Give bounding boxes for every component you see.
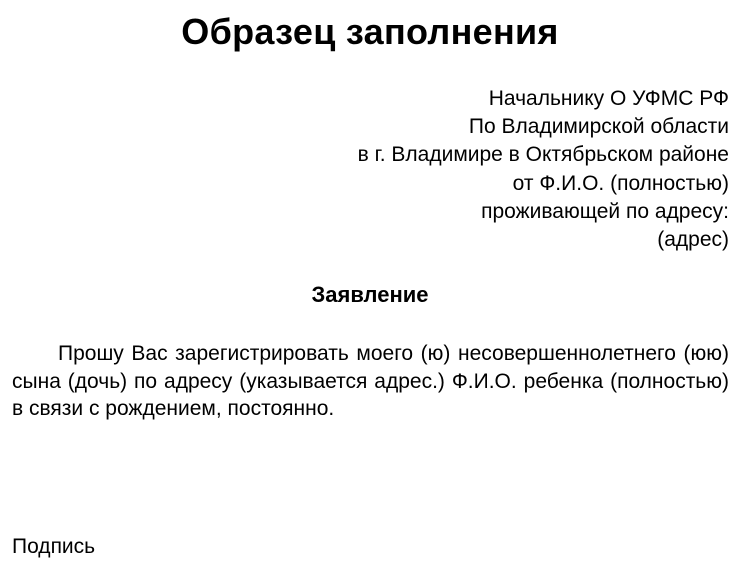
page-title: Образец заполнения: [181, 11, 559, 52]
addressee-line: (адрес): [657, 228, 729, 252]
document-heading: Заявление: [311, 282, 429, 307]
addressee-line: от Ф.И.О. (полностью): [512, 171, 729, 195]
addressee-block: [358, 85, 729, 254]
addressee-line: По Владимирской области: [468, 115, 729, 139]
addressee-line: проживающей по адресу:: [481, 199, 729, 223]
addressee-line: в г. Владимире в Октябрьском районе: [357, 143, 729, 167]
signature-label: Подпись: [12, 535, 96, 558]
addressee-line: Начальнику О УФМС РФ: [488, 87, 729, 110]
application-body-text: Прошу Вас зарегистрировать моего (ю) несовершеннолетнего (юю) сына (дочь) по адресу (указывается адрес.) Ф.И.О. ребенка (полностью) в связи с рождением, постоянно.: [12, 342, 729, 420]
